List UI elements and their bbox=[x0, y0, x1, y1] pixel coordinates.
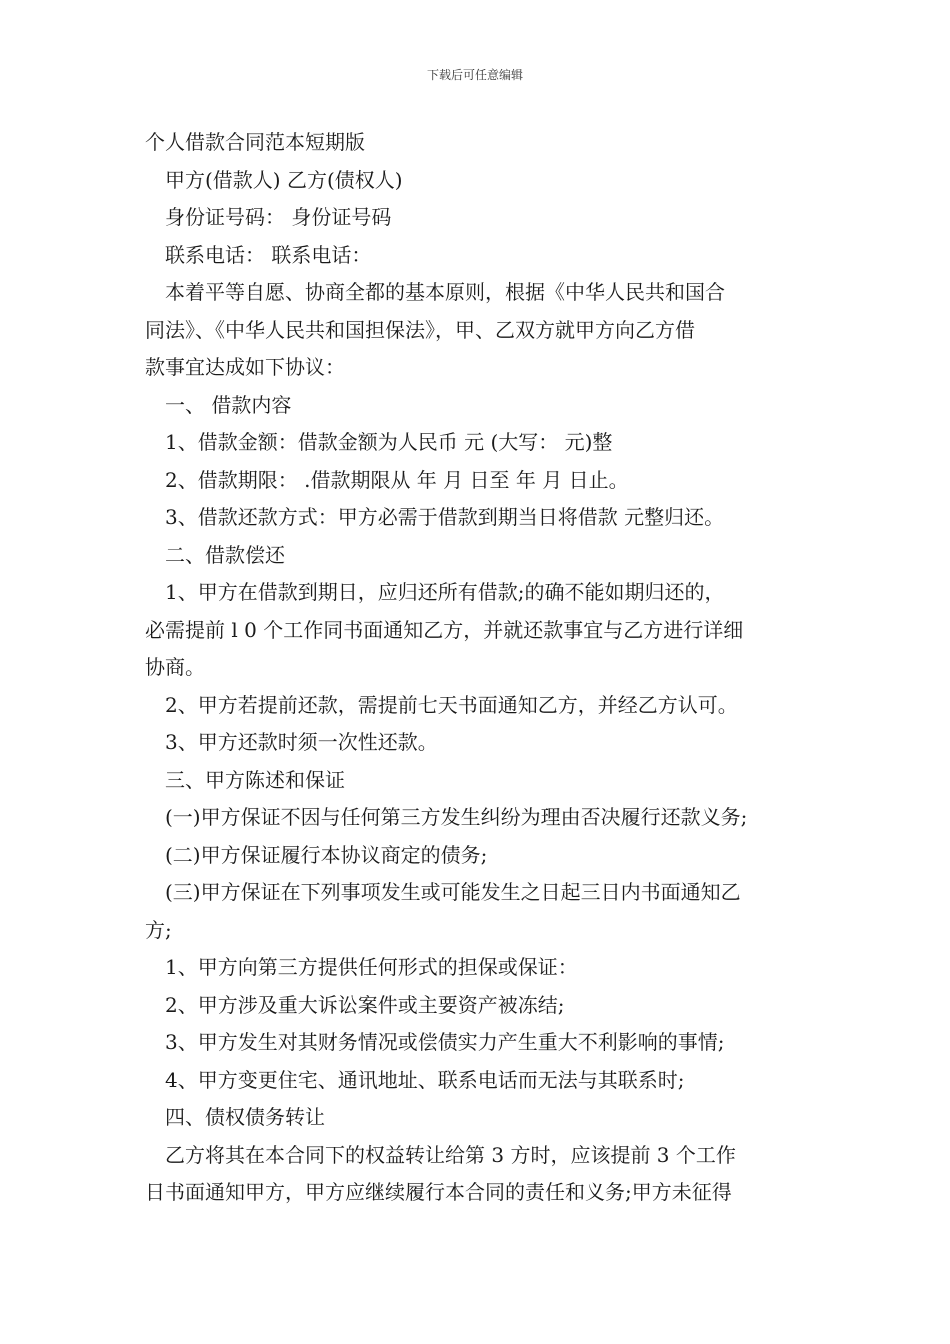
document-line: 3、甲方还款时须一次性还款。 bbox=[165, 730, 438, 754]
document-line: 联系电话： 联系电话： bbox=[165, 242, 372, 267]
document-title: 个人借款合同范本短期版 bbox=[145, 130, 365, 154]
document-line: 四、债权债务转让 bbox=[165, 1105, 325, 1129]
document-line: 乙方将其在本合同下的权益转让给第 3 方时，应该提前 3 个工作 bbox=[165, 1142, 736, 1167]
document-line: (三)甲方保证在下列事项发生或可能发生之日起三日内书面通知乙 bbox=[165, 880, 741, 904]
document-line: 3、甲方发生对其财务情况或偿债实力产生重大不利影响的事情; bbox=[165, 1030, 725, 1054]
document-line: 协商。 bbox=[145, 655, 205, 679]
document-line: 必需提前 l 0 个工作同书面通知乙方，并就还款事宜与乙方进行详细 bbox=[145, 617, 744, 642]
document-line: 一、 借款内容 bbox=[165, 392, 292, 417]
document-line: 1、甲方在借款到期日，应归还所有借款;的确不能如期归还的， bbox=[165, 580, 725, 604]
document-line: 本着平等自愿、协商全都的基本原则，根据《中华人民共和国合 bbox=[165, 280, 725, 304]
document-line: 甲方(借款人) 乙方(债权人) bbox=[165, 167, 403, 192]
document-lines bbox=[145, 162, 810, 1212]
document-line: 身份证号码： 身份证号码 bbox=[165, 205, 392, 229]
document-line: (二)甲方保证履行本协议商定的债务; bbox=[165, 842, 488, 867]
document-line: 3、借款还款方式：甲方必需于借款到期当日将借款 元整归还。 bbox=[165, 505, 725, 529]
document-line: 2、借款期限： .借款期限从 年 月 日至 年 月 日止。 bbox=[165, 467, 629, 492]
document-line: 2、甲方若提前还款，需提前七天书面通知乙方，并经乙方认可。 bbox=[165, 692, 738, 717]
document-line: 1、借款金额：借款金额为人民币 元 (大写： 元)整 bbox=[165, 430, 613, 454]
document-line: 日书面通知甲方，甲方应继续履行本合同的责任和义务;甲方未征得 bbox=[145, 1180, 732, 1204]
document-body bbox=[145, 124, 810, 1212]
document-line: 款事宜达成如下协议： bbox=[145, 355, 345, 379]
document-line: 同法》、《中华人民共和国担保法》，甲、乙双方就甲方向乙方借 bbox=[145, 317, 695, 342]
document-line: 1、甲方向第三方提供任何形式的担保或保证： bbox=[165, 955, 578, 979]
document-line: 2、甲方涉及重大诉讼案件或主要资产被冻结; bbox=[165, 992, 565, 1017]
document-line: 三、甲方陈述和保证 bbox=[165, 767, 345, 792]
document-line: (一)甲方保证不因与任何第三方发生纠纷为理由否决履行还款义务; bbox=[165, 805, 748, 829]
page-header-note: 下载后可任意编辑 bbox=[426, 68, 523, 82]
document-line: 二、借款偿还 bbox=[165, 542, 285, 567]
document-line: 4、甲方变更住宅、通讯地址、联系电话而无法与其联系时; bbox=[165, 1067, 685, 1092]
document-line: 方; bbox=[145, 917, 172, 942]
